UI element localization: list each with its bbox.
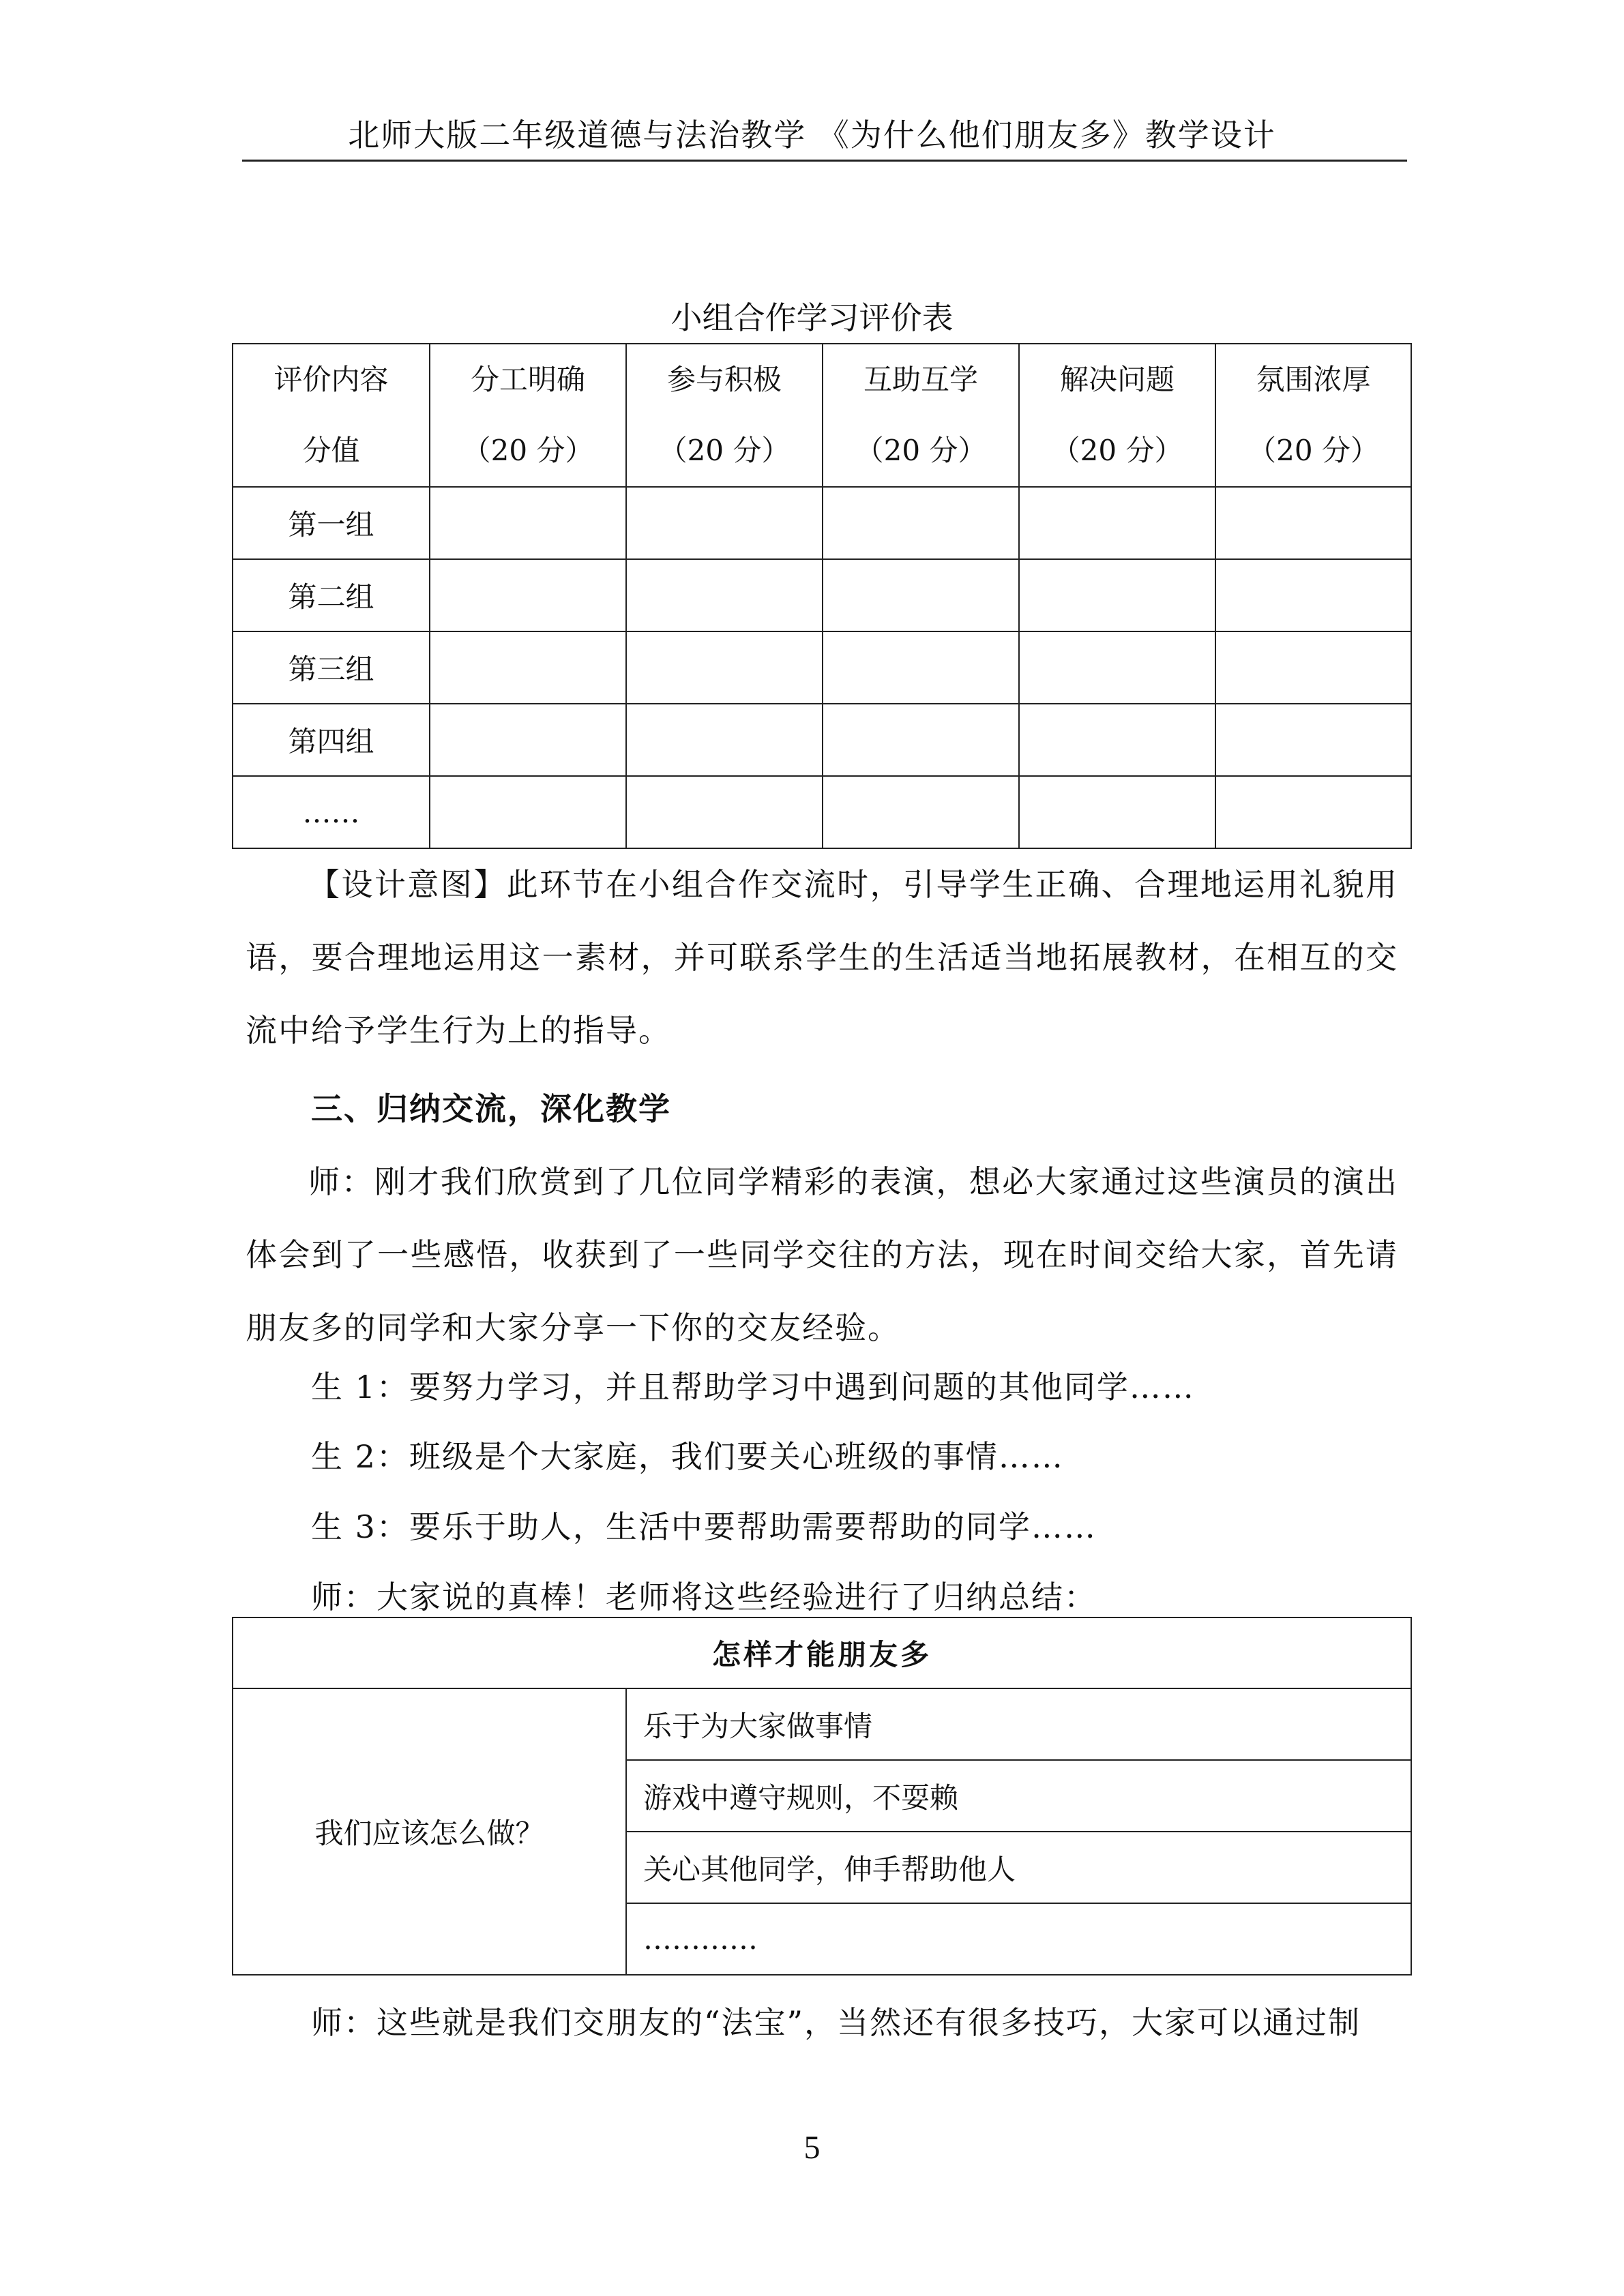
score-cell[interactable]: [1215, 487, 1411, 559]
group-label: ……: [233, 776, 430, 848]
score-cell[interactable]: [1215, 776, 1411, 848]
section-heading: 三、归纳交流，深化教学: [311, 1090, 671, 1127]
summary-table: [232, 1617, 1412, 1976]
student-line: 生 2：班级是个大家庭，我们要关心班级的事情……: [311, 1438, 1064, 1475]
group-label: 第一组: [233, 487, 430, 559]
column-score: （20 分）: [462, 434, 594, 467]
evaluation-table: [232, 343, 1412, 849]
score-cell[interactable]: [1019, 559, 1215, 631]
column-header: [626, 344, 823, 487]
score-cell[interactable]: [430, 631, 626, 704]
score-cell[interactable]: [430, 776, 626, 848]
score-cell[interactable]: [430, 559, 626, 631]
group-label: 第二组: [233, 559, 430, 631]
table-row: [233, 631, 1411, 704]
column-name: 氛围浓厚: [1256, 363, 1371, 396]
score-cell[interactable]: [1215, 631, 1411, 704]
score-cell[interactable]: [430, 704, 626, 776]
score-cell[interactable]: [430, 487, 626, 559]
column-score: （20 分）: [855, 434, 987, 467]
table-row: [233, 704, 1411, 776]
header-rule: [242, 160, 1407, 162]
page-number: 5: [803, 2130, 821, 2166]
table-row: [233, 776, 1411, 848]
column-name: 解决问题: [1059, 363, 1175, 396]
score-cell[interactable]: [626, 776, 823, 848]
score-cell[interactable]: [823, 631, 1019, 704]
score-cell[interactable]: [823, 559, 1019, 631]
summary-item: 关心其他同学，伸手帮助他人: [626, 1832, 1411, 1903]
score-cell[interactable]: [1215, 559, 1411, 631]
summary-table-title: 怎样才能朋友多: [233, 1617, 1411, 1688]
column-header: [823, 344, 1019, 487]
table-row: [233, 487, 1411, 559]
design-intent-paragraph: 【设计意图】此环节在小组合作交流时，引导学生正确、合理地运用礼貌用语，要合理地运用这一素材，并可联系学生的生活适当地拓展教材，在相互的交流中给予学生行为上的指导。: [246, 866, 1398, 1049]
corner-label-score: 分值: [302, 434, 360, 467]
teacher-line: 师：大家说的真棒！老师将这些经验进行了归纳总结：: [311, 1579, 1097, 1615]
table-corner-cell: [233, 344, 430, 487]
column-header: [430, 344, 626, 487]
score-cell[interactable]: [626, 631, 823, 704]
table-row: [233, 559, 1411, 631]
corner-label-content: 评价内容: [274, 363, 389, 396]
score-cell[interactable]: [823, 487, 1019, 559]
score-cell[interactable]: [1019, 631, 1215, 704]
column-header: [1215, 344, 1411, 487]
page-header: 北师大版二年级道德与法治教学 《为什么他们朋友多》教学设计: [348, 117, 1276, 153]
summary-left-label: 我们应该怎么做？: [233, 1688, 626, 1975]
score-cell[interactable]: [1019, 704, 1215, 776]
student-line: 生 3：要乐于助人，生活中要帮助需要帮助的同学……: [311, 1508, 1097, 1545]
column-name: 参与积极: [666, 363, 782, 396]
score-cell[interactable]: [626, 487, 823, 559]
column-header: [1019, 344, 1215, 487]
column-score: （20 分）: [1247, 434, 1379, 467]
group-label: 第四组: [233, 704, 430, 776]
score-cell[interactable]: [1215, 704, 1411, 776]
column-name: 互助互学: [863, 363, 978, 396]
score-cell[interactable]: [1019, 487, 1215, 559]
summary-item: 乐于为大家做事情: [626, 1688, 1411, 1760]
summary-item: 游戏中遵守规则，不耍赖: [626, 1760, 1411, 1832]
teacher-line: 师：这些就是我们交朋友的“法宝”，当然还有很多技巧，大家可以通过制: [311, 2004, 1361, 2041]
group-label: 第三组: [233, 631, 430, 704]
score-cell[interactable]: [823, 704, 1019, 776]
column-name: 分工明确: [470, 363, 585, 396]
eval-table-title: 小组合作学习评价表: [670, 299, 954, 336]
score-cell[interactable]: [626, 559, 823, 631]
score-cell[interactable]: [1019, 776, 1215, 848]
student-line: 生 1：要努力学习，并且帮助学习中遇到问题的其他同学……: [311, 1369, 1195, 1405]
score-cell[interactable]: [626, 704, 823, 776]
summary-item: …………: [626, 1903, 1411, 1975]
column-score: （20 分）: [658, 434, 791, 467]
teacher-paragraph: 师：刚才我们欣赏到了几位同学精彩的表演，想必大家通过这些演员的演出体会到了一些感悟，收获到了一些同学交往的方法，现在时间交给大家，首先请朋友多的同学和大家分享一下你的交友经验。: [246, 1163, 1398, 1346]
score-cell[interactable]: [823, 776, 1019, 848]
column-score: （20 分）: [1051, 434, 1183, 467]
